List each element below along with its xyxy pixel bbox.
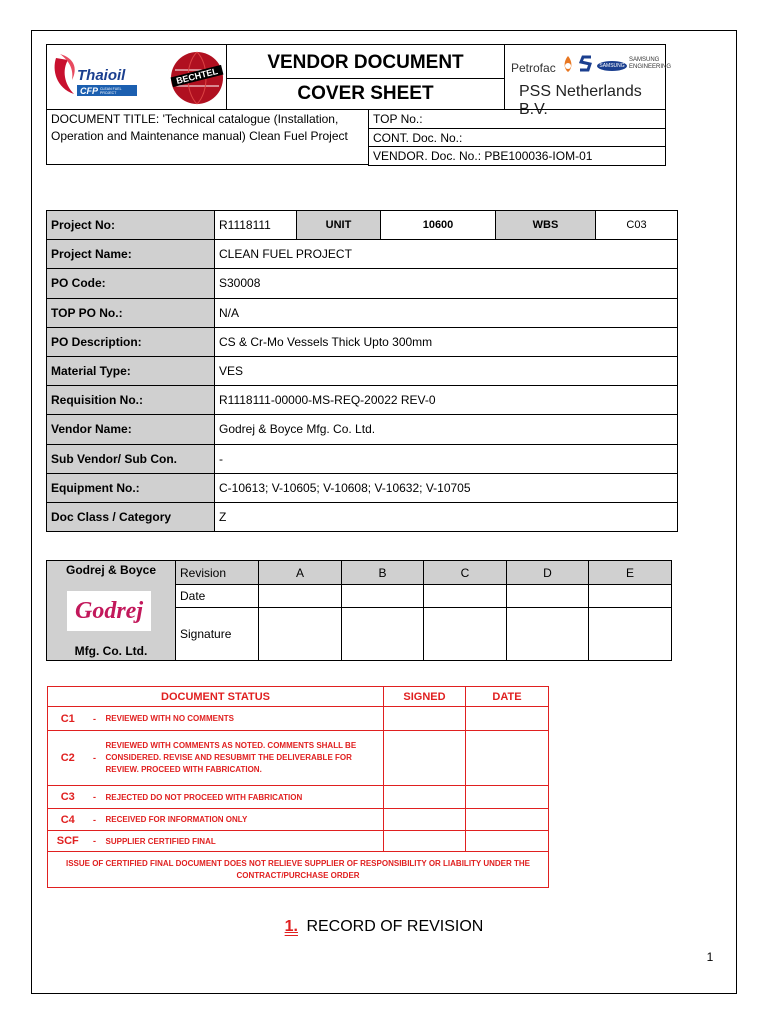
status-dash: - bbox=[88, 831, 102, 852]
table-row bbox=[47, 356, 678, 385]
company-name-top: Godrej & Boyce bbox=[65, 563, 157, 577]
rev-sign-d bbox=[507, 608, 589, 661]
row-value: R1118111-00000-MS-REQ-20022 REV-0 bbox=[215, 386, 678, 415]
row-label: PO Code: bbox=[47, 269, 215, 298]
status-date-cell bbox=[466, 786, 549, 809]
title-line-2: COVER SHEET bbox=[297, 83, 434, 104]
rev-date-b bbox=[342, 585, 424, 608]
petrofac-wordmark: Petrofac bbox=[511, 61, 556, 75]
status-dash: - bbox=[88, 707, 102, 731]
row-label: Vendor Name: bbox=[47, 415, 215, 444]
row-value: CLEAN FUEL PROJECT bbox=[215, 240, 678, 269]
table-row bbox=[47, 444, 678, 473]
row-value: VES bbox=[215, 356, 678, 385]
revision-label: Revision bbox=[176, 561, 259, 585]
status-dash: - bbox=[88, 786, 102, 809]
project-no-label: Project No: bbox=[47, 211, 215, 240]
samsung-engineering-text: SAMSUNG ENGINEERING bbox=[629, 57, 672, 70]
row-label: Equipment No.: bbox=[47, 473, 215, 502]
status-text: REVIEWED WITH COMMENTS AS NOTED. COMMENTS SHALL BE CONSIDERED. REVISE AND RESUBMIT THE DELIVERABLE FOR REVIEW. PROCEED WITH FABRICATION. bbox=[102, 731, 384, 786]
top-no: TOP No.: bbox=[369, 110, 666, 129]
revision-table bbox=[46, 560, 672, 661]
row-label: TOP PO No.: bbox=[47, 298, 215, 327]
petrofac-flame-icon bbox=[561, 55, 575, 73]
pss-wordmark: PSS Netherlands B.V. bbox=[519, 83, 642, 118]
row-value: Godrej & Boyce Mfg. Co. Ltd. bbox=[215, 415, 678, 444]
status-signed-cell bbox=[384, 786, 466, 809]
company-name-bottom: Mfg. Co. Ltd. bbox=[74, 644, 148, 658]
rev-date-e bbox=[589, 585, 672, 608]
godrej-logo bbox=[67, 591, 151, 631]
row-value: CS & Cr-Mo Vessels Thick Upto 300mm bbox=[215, 327, 678, 356]
table-row bbox=[47, 415, 678, 444]
samsung-badge: SAMSUNG bbox=[597, 61, 627, 71]
project-info-table bbox=[46, 210, 678, 532]
status-signed-cell bbox=[384, 707, 466, 731]
row-value: S30008 bbox=[215, 269, 678, 298]
row-value: N/A bbox=[215, 298, 678, 327]
status-dash: - bbox=[88, 809, 102, 831]
page-number: 1 bbox=[706, 950, 714, 964]
rev-sign-c bbox=[424, 608, 507, 661]
date-header: DATE bbox=[466, 687, 549, 707]
rev-col-e: E bbox=[589, 561, 672, 585]
date-label: Date bbox=[176, 585, 259, 608]
status-signed-cell bbox=[384, 731, 466, 786]
rev-sign-b bbox=[342, 608, 424, 661]
rev-sign-a bbox=[259, 608, 342, 661]
table-row bbox=[48, 831, 549, 852]
status-text: REJECTED DO NOT PROCEED WITH FABRICATION bbox=[102, 786, 384, 809]
header-logo-box-right bbox=[504, 44, 672, 118]
status-text: RECEIVED FOR INFORMATION ONLY bbox=[102, 809, 384, 831]
rev-col-b: B bbox=[342, 561, 424, 585]
header-logo-box-left bbox=[46, 44, 227, 110]
cfp-text: CFP bbox=[80, 85, 98, 96]
status-header: DOCUMENT STATUS bbox=[48, 687, 384, 707]
table-row bbox=[48, 786, 549, 809]
wbs-value: C03 bbox=[596, 211, 678, 240]
cont-doc-no: CONT. Doc. No.: bbox=[369, 129, 666, 147]
document-status-table bbox=[47, 686, 549, 888]
doc-numbers-table bbox=[368, 109, 666, 166]
status-date-cell bbox=[466, 707, 549, 731]
project-no-value: R1118111 bbox=[215, 211, 297, 240]
row-label: Material Type: bbox=[47, 356, 215, 385]
bechtel-wordmark: BECHTEL bbox=[171, 65, 224, 87]
rev-col-a: A bbox=[259, 561, 342, 585]
status-text: SUPPLIER CERTIFIED FINAL bbox=[102, 831, 384, 852]
status-code: C2 bbox=[48, 731, 88, 786]
table-row bbox=[47, 502, 678, 531]
status-signed-cell bbox=[384, 831, 466, 852]
title-box bbox=[226, 44, 505, 110]
section-title: RECORD OF REVISION bbox=[306, 918, 484, 935]
row-label: Doc Class / Category bbox=[47, 502, 215, 531]
table-row bbox=[48, 809, 549, 831]
rev-col-d: D bbox=[507, 561, 589, 585]
unit-label: UNIT bbox=[297, 211, 381, 240]
status-date-cell bbox=[466, 731, 549, 786]
status-footer: ISSUE OF CERTIFIED FINAL DOCUMENT DOES NOT RELIEVE SUPPLIER OF RESPONSIBILITY OR LIABILITY UNDER THE CONTRACT/PURCHASE ORDER bbox=[48, 852, 549, 888]
row-label: Requisition No.: bbox=[47, 386, 215, 415]
godrej-wordmark: Godrej bbox=[75, 598, 143, 624]
table-row bbox=[47, 386, 678, 415]
row-value: Z bbox=[215, 502, 678, 531]
status-date-cell bbox=[466, 809, 549, 831]
wbs-label: WBS bbox=[496, 211, 596, 240]
status-dash: - bbox=[88, 731, 102, 786]
status-text: REVIEWED WITH NO COMMENTS bbox=[102, 707, 384, 731]
table-row bbox=[47, 269, 678, 298]
title-line-1: VENDOR DOCUMENT bbox=[267, 52, 464, 73]
rev-col-c: C bbox=[424, 561, 507, 585]
document-title: DOCUMENT TITLE: 'Technical catalogue (Installation, Operation and Maintenance manual) Clean Fuel Project bbox=[51, 112, 348, 143]
rev-date-d bbox=[507, 585, 589, 608]
table-row bbox=[47, 240, 678, 269]
vendor-doc-no: VENDOR. Doc. No.: PBE100036-IOM-01 bbox=[369, 147, 666, 166]
row-value: - bbox=[215, 444, 678, 473]
table-row bbox=[47, 298, 678, 327]
rev-date-c bbox=[424, 585, 507, 608]
company-cell bbox=[47, 561, 176, 661]
table-row bbox=[47, 327, 678, 356]
table-row bbox=[48, 731, 549, 786]
row-label: PO Description: bbox=[47, 327, 215, 356]
table-row bbox=[47, 473, 678, 502]
rev-date-a bbox=[259, 585, 342, 608]
status-code: C4 bbox=[48, 809, 88, 831]
status-code: C3 bbox=[48, 786, 88, 809]
cfp-badge bbox=[77, 85, 137, 96]
row-label: Sub Vendor/ Sub Con. bbox=[47, 444, 215, 473]
document-title-box bbox=[46, 109, 369, 165]
cfp-small-text: CLEAN FUEL PROJECT bbox=[100, 86, 122, 95]
row-label: Project Name: bbox=[47, 240, 215, 269]
sr-logo-icon bbox=[577, 54, 595, 74]
status-signed-cell bbox=[384, 809, 466, 831]
table-row bbox=[48, 707, 549, 731]
signed-header: SIGNED bbox=[384, 687, 466, 707]
signature-label: Signature bbox=[176, 608, 259, 661]
status-code: C1 bbox=[48, 707, 88, 731]
row-value: C-10613; V-10605; V-10608; V-10632; V-10705 bbox=[215, 473, 678, 502]
title-divider bbox=[227, 78, 504, 79]
unit-value: 10600 bbox=[381, 211, 496, 240]
status-code: SCF bbox=[48, 831, 88, 852]
rev-sign-e bbox=[589, 608, 672, 661]
section-heading bbox=[0, 918, 768, 936]
section-number: 1. bbox=[284, 918, 298, 935]
status-date-cell bbox=[466, 831, 549, 852]
thaioil-wordmark: Thaioil bbox=[77, 67, 126, 84]
